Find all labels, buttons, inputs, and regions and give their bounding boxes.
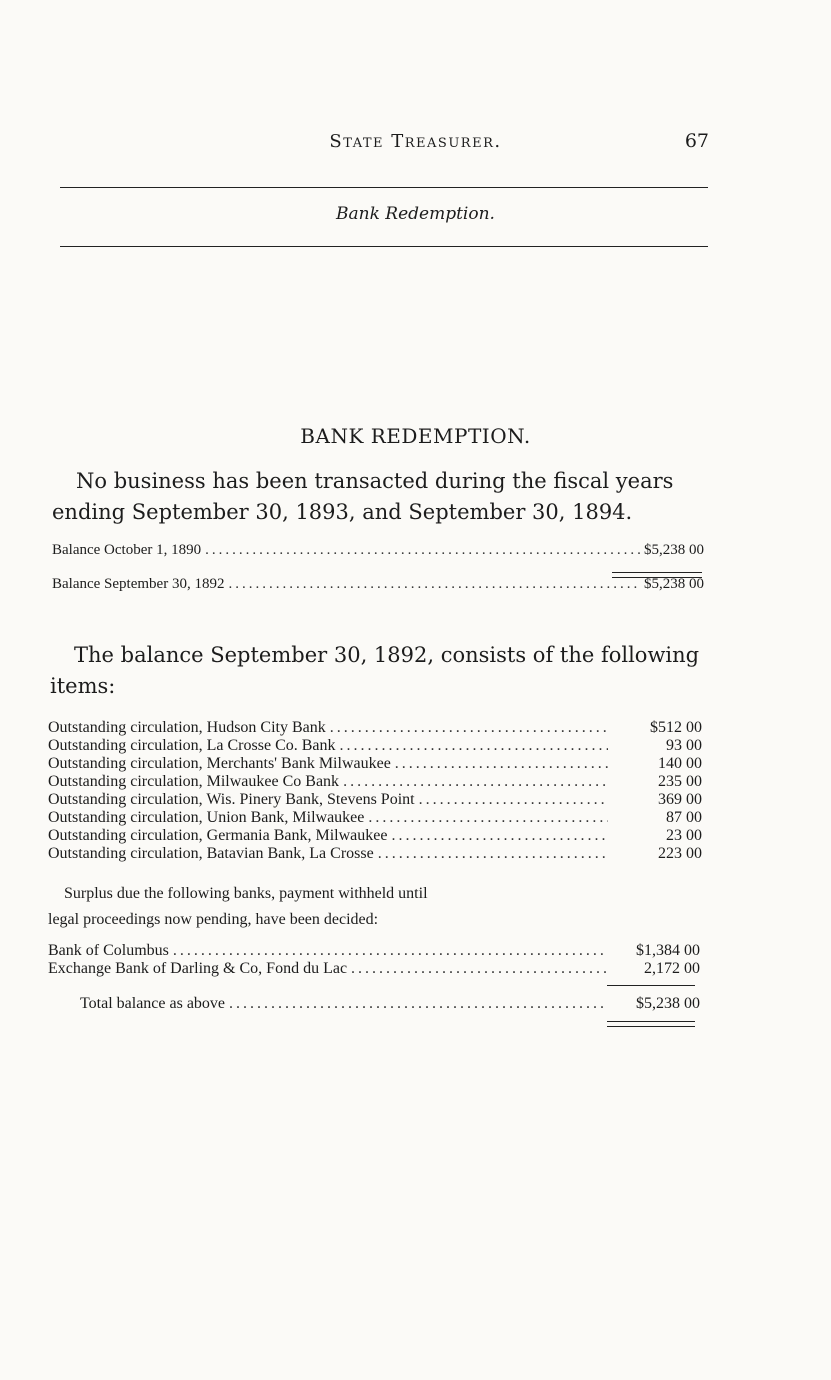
item-amount: $512 00 [650,719,702,736]
items-intro-line-1: The balance September 30, 1892, consists of the following [74,643,700,667]
item-amount: 23 00 [666,827,702,844]
leader-dots [391,827,608,845]
balance-amount: $5,238 00 [644,542,704,558]
bank-label: Bank of Columbus [48,942,169,959]
leader-dots [351,960,606,978]
list-item [48,737,702,755]
item-label: Outstanding circulation, Merchants' Bank Milwaukee [48,755,391,772]
section-title: BANK REDEMPTION. [300,424,531,448]
bank-label: Exchange Bank of Darling & Co, Fond du Lac [48,960,348,977]
item-amount: 87 00 [666,809,702,826]
surplus-note-line-1: Surplus due the following banks, payment withheld until [64,885,428,902]
items-intro [50,640,710,702]
balance-row [52,542,704,576]
item-amount: 93 00 [666,737,702,754]
leader-dots [378,845,608,863]
list-item [48,809,702,827]
list-item [48,942,700,960]
item-amount: 223 00 [658,845,702,862]
item-label: Outstanding circulation, Hudson City Bank [48,719,326,736]
leader-dots [229,995,606,1013]
balance-label: Balance October 1, 1890 [52,542,202,558]
balance-row [52,576,704,610]
items-list [48,719,702,863]
leader-dots [343,773,608,791]
surplus-note-line-2: legal proceedings now pending, have been decided: [48,911,379,928]
item-label: Outstanding circulation, Union Bank, Milwaukee [48,809,365,826]
list-item [48,827,702,845]
page-number: 67 [684,130,709,152]
running-title: State Treasurer. [329,131,502,152]
items-intro-line-2: items: [50,674,116,698]
surplus-note [48,881,648,933]
list-item [48,845,702,863]
balance-label: Balance September 30, 1892 [52,576,225,592]
list-item [48,791,702,809]
surplus-banks [48,942,700,978]
leader-dots [173,942,606,960]
double-rule [607,1021,695,1027]
list-item [48,773,702,791]
leader-dots [205,542,640,559]
leader-dots [228,576,640,593]
bank-amount: 2,172 00 [644,960,700,977]
item-label: Outstanding circulation, Wis. Pinery Bank, Stevens Point [48,791,415,808]
item-amount: 235 00 [658,773,702,790]
item-label: Outstanding circulation, Milwaukee Co Bank [48,773,340,790]
item-label: Outstanding circulation, Batavian Bank, La Crosse [48,845,374,862]
intro-line-1: No business has been transacted during the fiscal years [76,469,674,493]
leader-dots [395,755,608,773]
balances-block [52,542,704,610]
leader-dots [368,809,608,827]
bank-amount: $1,384 00 [636,942,700,959]
header-rule-bottom [60,246,708,247]
leader-dots [340,737,608,755]
item-amount: 140 00 [658,755,702,772]
total-label: Total balance as above [80,995,226,1012]
header-rule-top [60,187,708,188]
item-label: Outstanding circulation, La Crosse Co. Bank [48,737,336,754]
double-rule [612,572,702,578]
item-label: Outstanding circulation, Germania Bank, Milwaukee [48,827,388,844]
leader-dots [419,791,608,809]
intro-line-2: ending September 30, 1893, and September 30, 1894. [52,500,633,524]
total-amount: $5,238 00 [636,995,700,1012]
list-item [48,960,700,978]
sum-rule [607,985,695,986]
total-block [80,995,700,1013]
subhead: Bank Redemption. [336,204,495,224]
list-item [48,755,702,773]
item-amount: 369 00 [658,791,702,808]
total-row [80,995,700,1013]
balance-amount: $5,238 00 [644,576,704,592]
leader-dots [330,719,608,737]
list-item [48,719,702,737]
intro-paragraph [52,466,712,528]
